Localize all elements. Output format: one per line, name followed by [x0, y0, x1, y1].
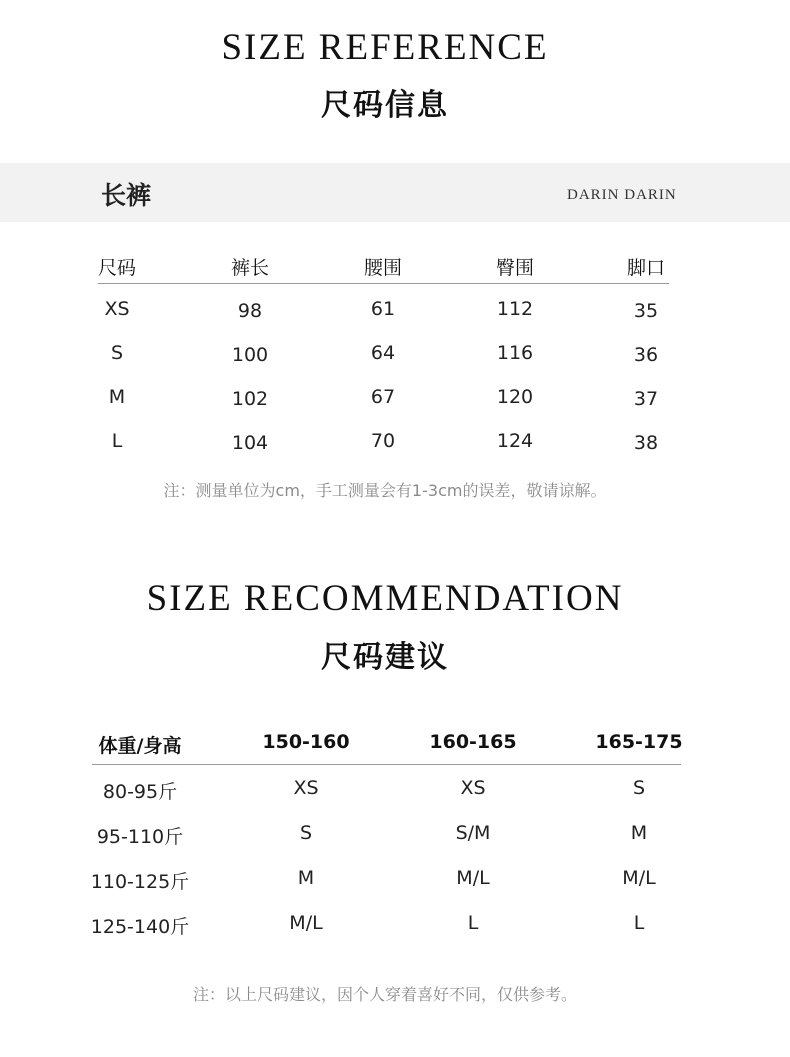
size-reference-title-cn: 尺码信息: [321, 88, 449, 123]
table-cell: 38: [633, 432, 659, 454]
table-cell: 102: [231, 388, 269, 410]
category-title: 长裤: [101, 181, 152, 210]
table-cell: L: [467, 912, 479, 934]
table-cell: S: [110, 342, 124, 364]
table-cell: 116: [496, 342, 534, 364]
rec-header-height-2: 160-165: [429, 731, 517, 753]
recommendation-note: 注：以上尺码建议，因个人穿着喜好不同，仅供参考。: [192, 985, 577, 1004]
table-cell: 110-125斤: [90, 871, 190, 893]
rec-header-divider: [92, 764, 681, 765]
table-cell: 120: [496, 386, 534, 408]
ref-header-hip: 臀围: [495, 257, 534, 279]
table-cell: XS: [293, 777, 319, 799]
table-cell: 98: [237, 300, 263, 322]
table-cell: 124: [496, 430, 534, 452]
table-cell: 112: [496, 298, 534, 320]
table-cell: 37: [633, 388, 659, 410]
table-cell: 61: [370, 298, 396, 320]
size-recommendation-title-en: SIZE RECOMMENDATION: [146, 578, 624, 619]
table-cell: M: [108, 386, 126, 408]
table-cell: XS: [104, 298, 130, 320]
size-recommendation-title-cn: 尺码建议: [321, 640, 449, 675]
table-cell: S: [632, 777, 646, 799]
table-cell: S: [299, 822, 313, 844]
table-cell: M: [297, 867, 315, 889]
table-cell: XS: [460, 777, 486, 799]
table-cell: 35: [633, 300, 659, 322]
table-cell: S/M: [455, 822, 491, 844]
table-cell: 104: [231, 432, 269, 454]
table-cell: 125-140斤: [90, 916, 190, 938]
rec-header-height-1: 150-160: [262, 731, 350, 753]
rec-header-weight-height: 体重/身高: [98, 735, 182, 757]
brand-name: DARIN DARIN: [567, 187, 677, 203]
table-cell: 70: [370, 430, 396, 452]
table-cell: 64: [370, 342, 396, 364]
table-cell: M/L: [622, 867, 656, 889]
ref-header-hem: 脚口: [626, 257, 665, 279]
table-cell: M: [630, 822, 648, 844]
measurement-note: 注：测量单位为cm，手工测量会有1-3cm的误差，敬请谅解。: [163, 481, 607, 500]
size-reference-title-en: SIZE REFERENCE: [221, 27, 549, 68]
table-cell: 67: [370, 386, 396, 408]
size-recommendation-table: [0, 700, 790, 960]
ref-header-waist: 腰围: [363, 257, 402, 279]
table-cell: 100: [231, 344, 269, 366]
ref-header-divider: [98, 283, 669, 284]
table-cell: L: [633, 912, 645, 934]
size-reference-table: [0, 0, 790, 500]
table-cell: 95-110斤: [96, 826, 184, 848]
rec-header-height-3: 165-175: [595, 731, 683, 753]
ref-header-size: 尺码: [97, 257, 136, 279]
table-cell: M/L: [289, 912, 323, 934]
table-cell: M/L: [456, 867, 490, 889]
ref-header-length: 裤长: [230, 257, 269, 279]
table-cell: 36: [633, 344, 659, 366]
table-cell: 80-95斤: [102, 781, 178, 803]
table-cell: L: [111, 430, 123, 452]
